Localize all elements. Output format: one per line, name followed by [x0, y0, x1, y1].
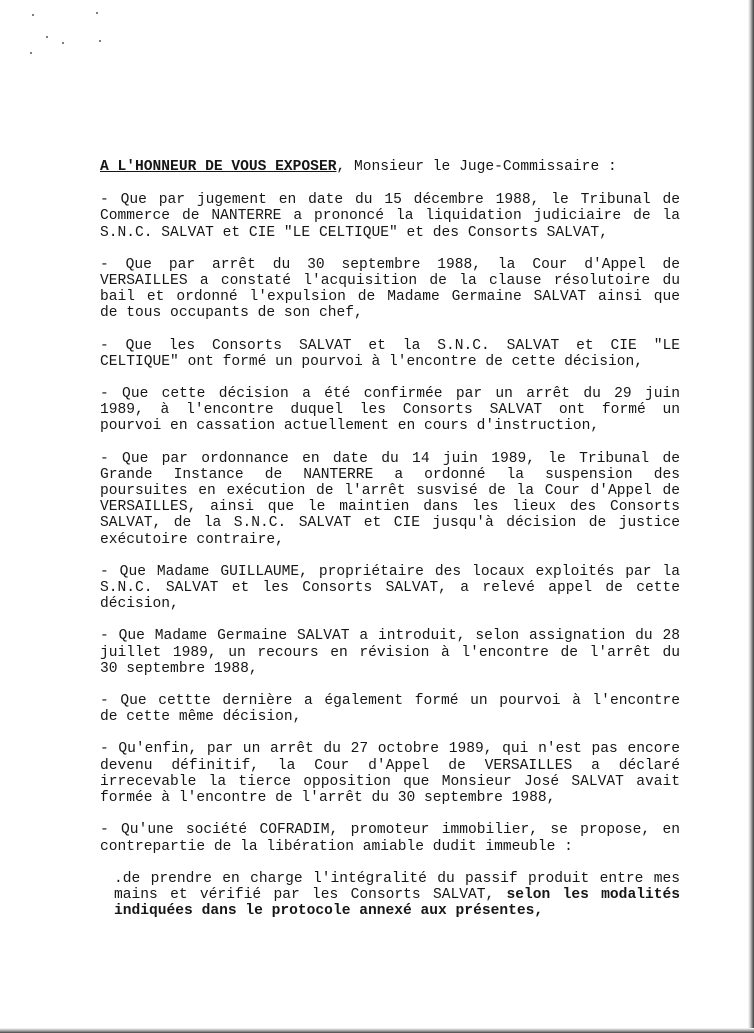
page-edge-shadow-right [748, 0, 754, 1033]
paragraph-line: - Que les Consorts SALVAT et la S.N.C. SALVAT et CIE "LE [100, 337, 680, 354]
paragraph-list [100, 192, 680, 855]
paragraph-line: VERSAILLES, ainsi que le maintien dans les lieux des Consorts [100, 499, 680, 516]
paragraph-line: - Qu'une société COFRADIM, promoteur immobilier, se propose, en [100, 822, 680, 839]
paragraph [100, 451, 680, 548]
final-item-line [114, 887, 680, 903]
scan-speck [46, 36, 48, 38]
paragraph-line: - Que par jugement en date du 15 décembre 1988, le Tribunal de [100, 192, 680, 209]
paragraph-line: - Que cette décision a été confirmée par un arrêt du 29 juin [100, 386, 680, 403]
final-item [100, 871, 680, 920]
final-item-line: indiquées dans le protocole annexé aux présentes, [114, 903, 544, 920]
paragraph-line: exécutoire contraire, [100, 531, 284, 548]
paragraph [100, 628, 680, 677]
paragraph-line: décision, [100, 596, 179, 613]
paragraph-line: Commerce de NANTERRE a prononcé la liquidation judiciaire de la [100, 208, 680, 225]
paragraph-line: contrepartie de la libération amiable dudit immeuble : [100, 838, 573, 855]
paragraph [100, 338, 680, 370]
paragraph-line: - Que cettte dernière a également formé un pourvoi à l'encontre [100, 693, 680, 710]
paragraph-line: pourvoi en cassation actuellement en cours d'instruction, [100, 418, 600, 435]
paragraph-line: S.N.C. SALVAT et les Consorts SALVAT, a relevé appel de cette [100, 580, 680, 597]
paragraph-line: 1989, à l'encontre duquel les Consorts SALVAT ont formé un [100, 402, 680, 419]
paragraph-line: irrecevable la tierce opposition que Monsieur José SALVAT avait [100, 773, 680, 790]
paragraph-line: juillet 1989, un recours en révision à l'encontre de l'arrêt du [100, 644, 680, 661]
heading-rest: , Monsieur le Juge-Commissaire : [336, 159, 617, 175]
paragraph [100, 564, 680, 613]
final-item-bold: selon les modalités [506, 886, 680, 903]
letter-body [100, 159, 680, 935]
salutation-heading [100, 159, 680, 175]
paragraph-line: poursuites en exécution de l'arrêt susvisé de la Cour d'Appel de [100, 483, 680, 500]
paragraph-line: formée à l'encontre de l'arrêt du 30 septembre 1988, [100, 790, 556, 807]
paragraph-line: - Que Madame GUILLAUME, propriétaire des locaux exploités par la [100, 563, 680, 580]
paragraph-line: CELTIQUE" ont formé un pourvoi à l'encontre de cette décision, [100, 353, 643, 370]
paragraph [100, 192, 680, 241]
paragraph [100, 386, 680, 435]
paragraph-line: - Que par ordonnance en date du 14 juin 1989, le Tribunal de [100, 450, 680, 467]
heading-underlined: A L'HONNEUR DE VOUS EXPOSER [100, 159, 337, 175]
scan-speck [32, 14, 34, 16]
final-item-plain: mains et vérifié par les Consorts SALVAT, [114, 886, 507, 903]
paragraph-line: devenu définitif, la Cour d'Appel de VERSAILLES a déclaré [100, 757, 680, 774]
paragraph [100, 822, 680, 854]
paragraph [100, 257, 680, 322]
scan-speck [99, 40, 101, 42]
paragraph-line: VERSAILLES a constaté l'acquisition de la clause résolutoire du [100, 273, 680, 290]
scan-speck [30, 52, 32, 54]
paragraph-line: bail et ordonné l'expulsion de Madame Germaine SALVAT ainsi que [100, 289, 680, 306]
paragraph-line: - Qu'enfin, par un arrêt du 27 octobre 1989, qui n'est pas encore [100, 741, 680, 758]
paragraph [100, 693, 680, 725]
paragraph-line: 30 septembre 1988, [100, 660, 258, 677]
paragraph-line: de tous occupants de son chef, [100, 305, 363, 322]
paragraph-line: - Que par arrêt du 30 septembre 1988, la Cour d'Appel de [100, 256, 680, 273]
paragraph [100, 741, 680, 806]
paragraph-line: - Que Madame Germaine SALVAT a introduit, selon assignation du 28 [100, 628, 680, 645]
page-edge-shadow-bottom [0, 1028, 754, 1033]
final-item-line: .de prendre en charge l'intégralité du passif produit entre mes [114, 870, 680, 887]
paragraph-line: S.N.C. SALVAT et CIE "LE CELTIQUE" et des Consorts SALVAT, [100, 224, 608, 241]
paragraph-line: Grande Instance de NANTERRE a ordonné la suspension des [100, 466, 680, 483]
paragraph-line: de cette même décision, [100, 709, 302, 726]
paragraph-line: SALVAT, de la S.N.C. SALVAT et CIE jusqu'à décision de justice [100, 515, 680, 532]
scan-speck [62, 42, 64, 44]
scan-speck [96, 12, 98, 14]
